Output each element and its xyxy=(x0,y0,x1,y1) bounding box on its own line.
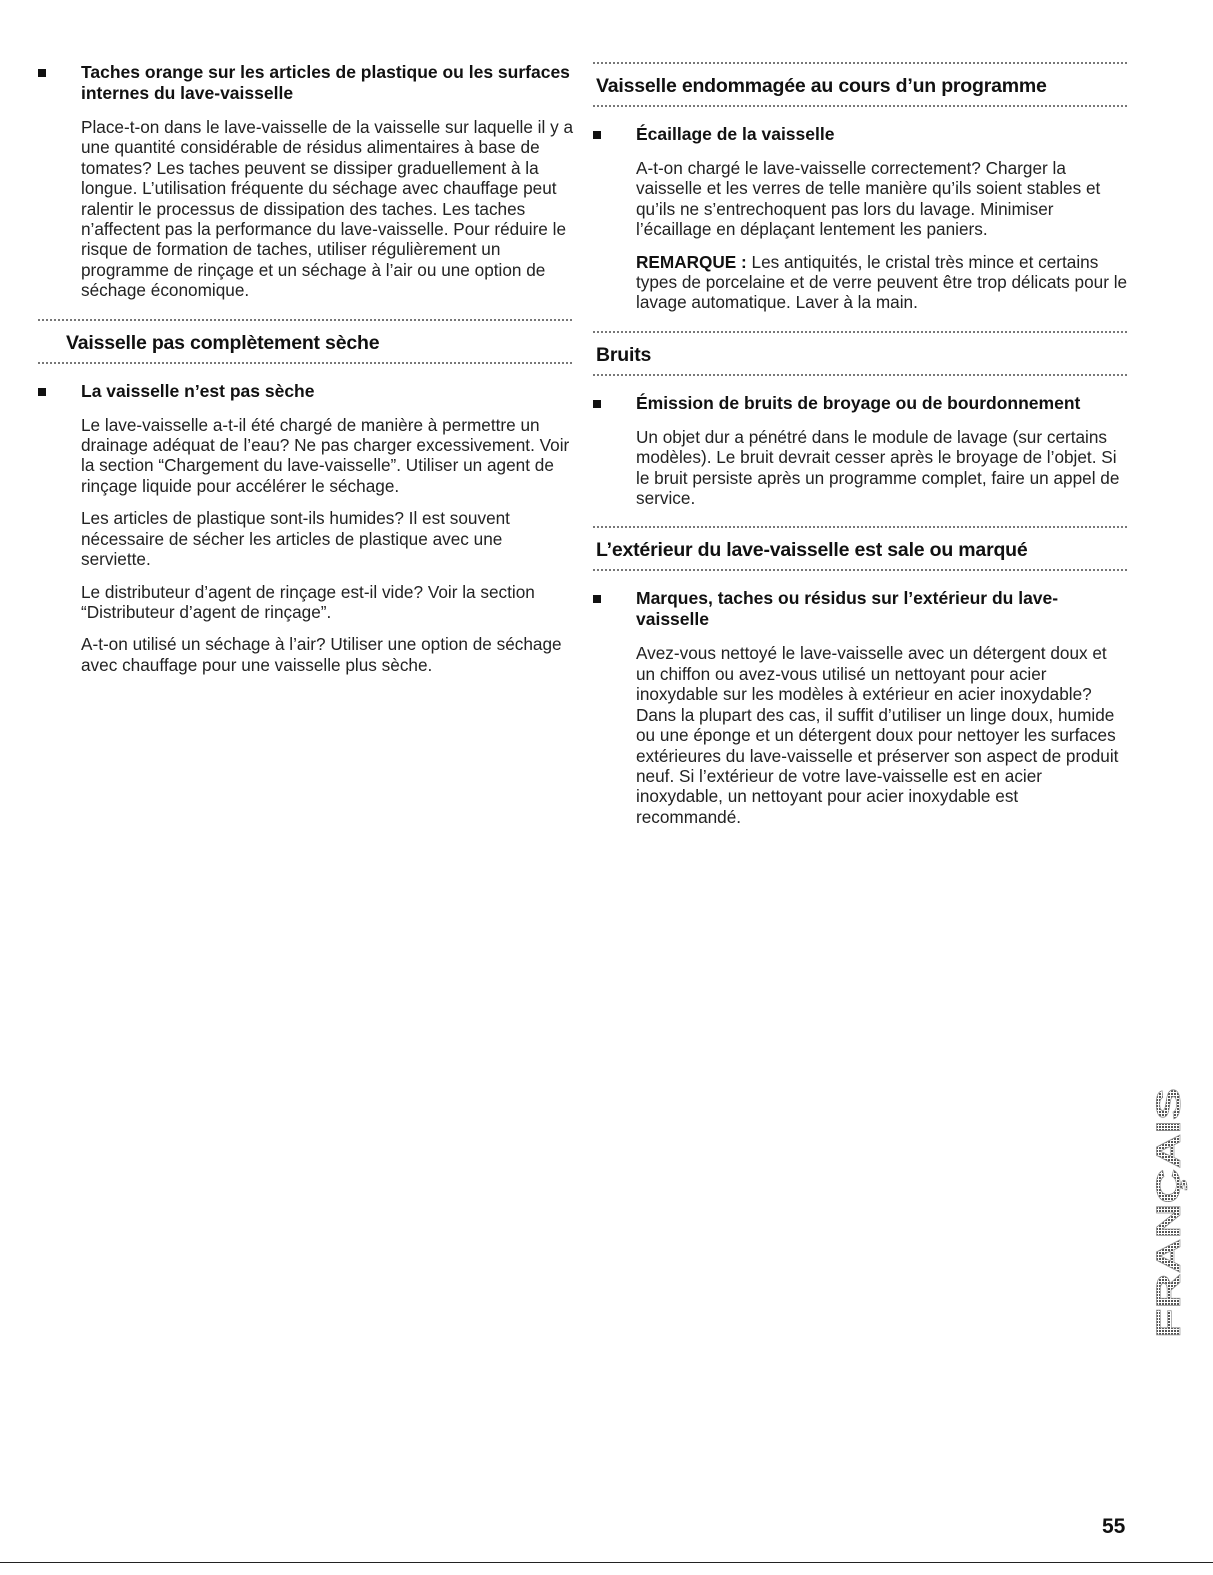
section-title: L’extérieur du lave-vaisselle est sale ou marqué xyxy=(593,526,1128,571)
section-exterior-dirty xyxy=(593,526,1128,827)
section-not-dry xyxy=(38,319,573,675)
bottom-rule xyxy=(0,1562,1213,1563)
page-number: 55 xyxy=(1102,1515,1126,1538)
bullet-square-icon xyxy=(38,388,46,396)
bullet-heading xyxy=(593,393,1128,414)
bullet-heading xyxy=(593,588,1128,630)
bullet-heading-text: Taches orange sur les articles de plastique ou les surfaces internes du lave-vaisselle xyxy=(81,62,570,103)
block-orange-stains xyxy=(38,62,573,301)
note-text: Les antiquités, le cristal très mince et certains types de porcelaine et de verre peuvent être trop délicats pour le lavage automatique. Laver à la main. xyxy=(636,251,1128,313)
bullet-square-icon xyxy=(593,595,601,603)
bullet-heading xyxy=(38,381,573,402)
paragraph: Avez-vous nettoyé le lave-vaisselle avec un détergent doux et un chiffon ou avez-vous utilisé un nettoyant pour acier inoxydable sur les modèles à extérieur en acier inoxydable? Dans la plupart des cas, il suffit d’utiliser un linge doux, humide ou une éponge et un détergent doux pour nettoyer les surfaces extérieures du lave-vaisselle et préserver son aspect de produit neuf. Si l’extérieur de votre lave-vaisselle est en acier inoxydable, un nettoyant pour acier inoxydable est recommandé. xyxy=(636,643,1119,827)
bullet-heading xyxy=(38,62,573,104)
paragraph: Les articles de plastique sont-ils humides? Il est souvent nécessaire de sécher les articles de plastique avec une serviette. xyxy=(81,508,510,570)
bullet-heading-text: Marques, taches ou résidus sur l’extérieur du lave-vaisselle xyxy=(636,588,1059,630)
left-column xyxy=(38,62,573,675)
side-tab-graphic xyxy=(1150,1082,1188,1338)
side-tab-text: FRANÇAIS xyxy=(1150,1162,1188,1338)
paragraph: A-t-on utilisé un séchage à l’air? Utiliser une option de séchage avec chauffage pour une vaisselle plus sèche. xyxy=(81,634,562,675)
bullet-square-icon xyxy=(593,131,601,139)
paragraph: Le distributeur d’agent de rinçage est-il vide? Voir la section “Distributeur d’agent de rinçage”. xyxy=(81,581,535,622)
bullet-heading-text: La vaisselle n’est pas sèche xyxy=(81,380,315,401)
section-damaged-dishes xyxy=(593,62,1128,313)
note-paragraph xyxy=(636,252,1128,313)
bullet-square-icon xyxy=(593,400,601,408)
section-title: Vaisselle pas complètement sèche xyxy=(38,319,573,364)
language-side-tab xyxy=(1150,1082,1188,1338)
section-title: Bruits xyxy=(593,331,1128,376)
note-label: REMARQUE : xyxy=(636,251,747,272)
bullet-heading-text: Émission de bruits de broyage ou de bourdonnement xyxy=(636,392,1081,413)
section-noises xyxy=(593,331,1128,509)
bullet-square-icon xyxy=(38,69,46,77)
paragraph: Le lave-vaisselle a-t-il été chargé de manière à permettre un drainage adéquat de l’eau? Ne pas charger excessivement. Voir la section “Chargement du lave-vaisselle”. Utiliser un agent de rinçage liquide pour accélérer le séchage. xyxy=(81,414,570,496)
bullet-heading-text: Écaillage de la vaisselle xyxy=(636,124,835,144)
paragraph: Place-t-on dans le lave-vaisselle de la vaisselle sur laquelle il y a une quantité considérable de résidus alimentaires à base de tomates? Les taches peuvent se dissiper graduellement à la longue. L’utilisation fréquente du séchage avec chauffage peut ralentir le processus de dissipation des taches. Les taches n’affectent pas la performance du lave-vaisselle. Pour réduire le risque de formation de taches, utiliser régulièrement un programme de rinçage et un séchage à l’air ou une option de séchage économique. xyxy=(81,117,574,301)
paragraph: A-t-on chargé le lave-vaisselle correctement? Charger la vaisselle et les verres de telle manière qu’ils soient stables et qu’ils ne s’entrechoquent pas lors du lavage. Minimiser l’écaillage en déplaçant lentement les paniers. xyxy=(636,158,1101,240)
right-column xyxy=(593,62,1128,827)
bullet-heading xyxy=(593,124,1128,145)
section-title: Vaisselle endommagée au cours d’un programme xyxy=(593,62,1128,107)
paragraph: Un objet dur a pénétré dans le module de lavage (sur certains modèles). Le bruit devrait cesser après le broyage de l’objet. Si le bruit persiste après un programme complet, faire un appel de service. xyxy=(636,426,1120,509)
